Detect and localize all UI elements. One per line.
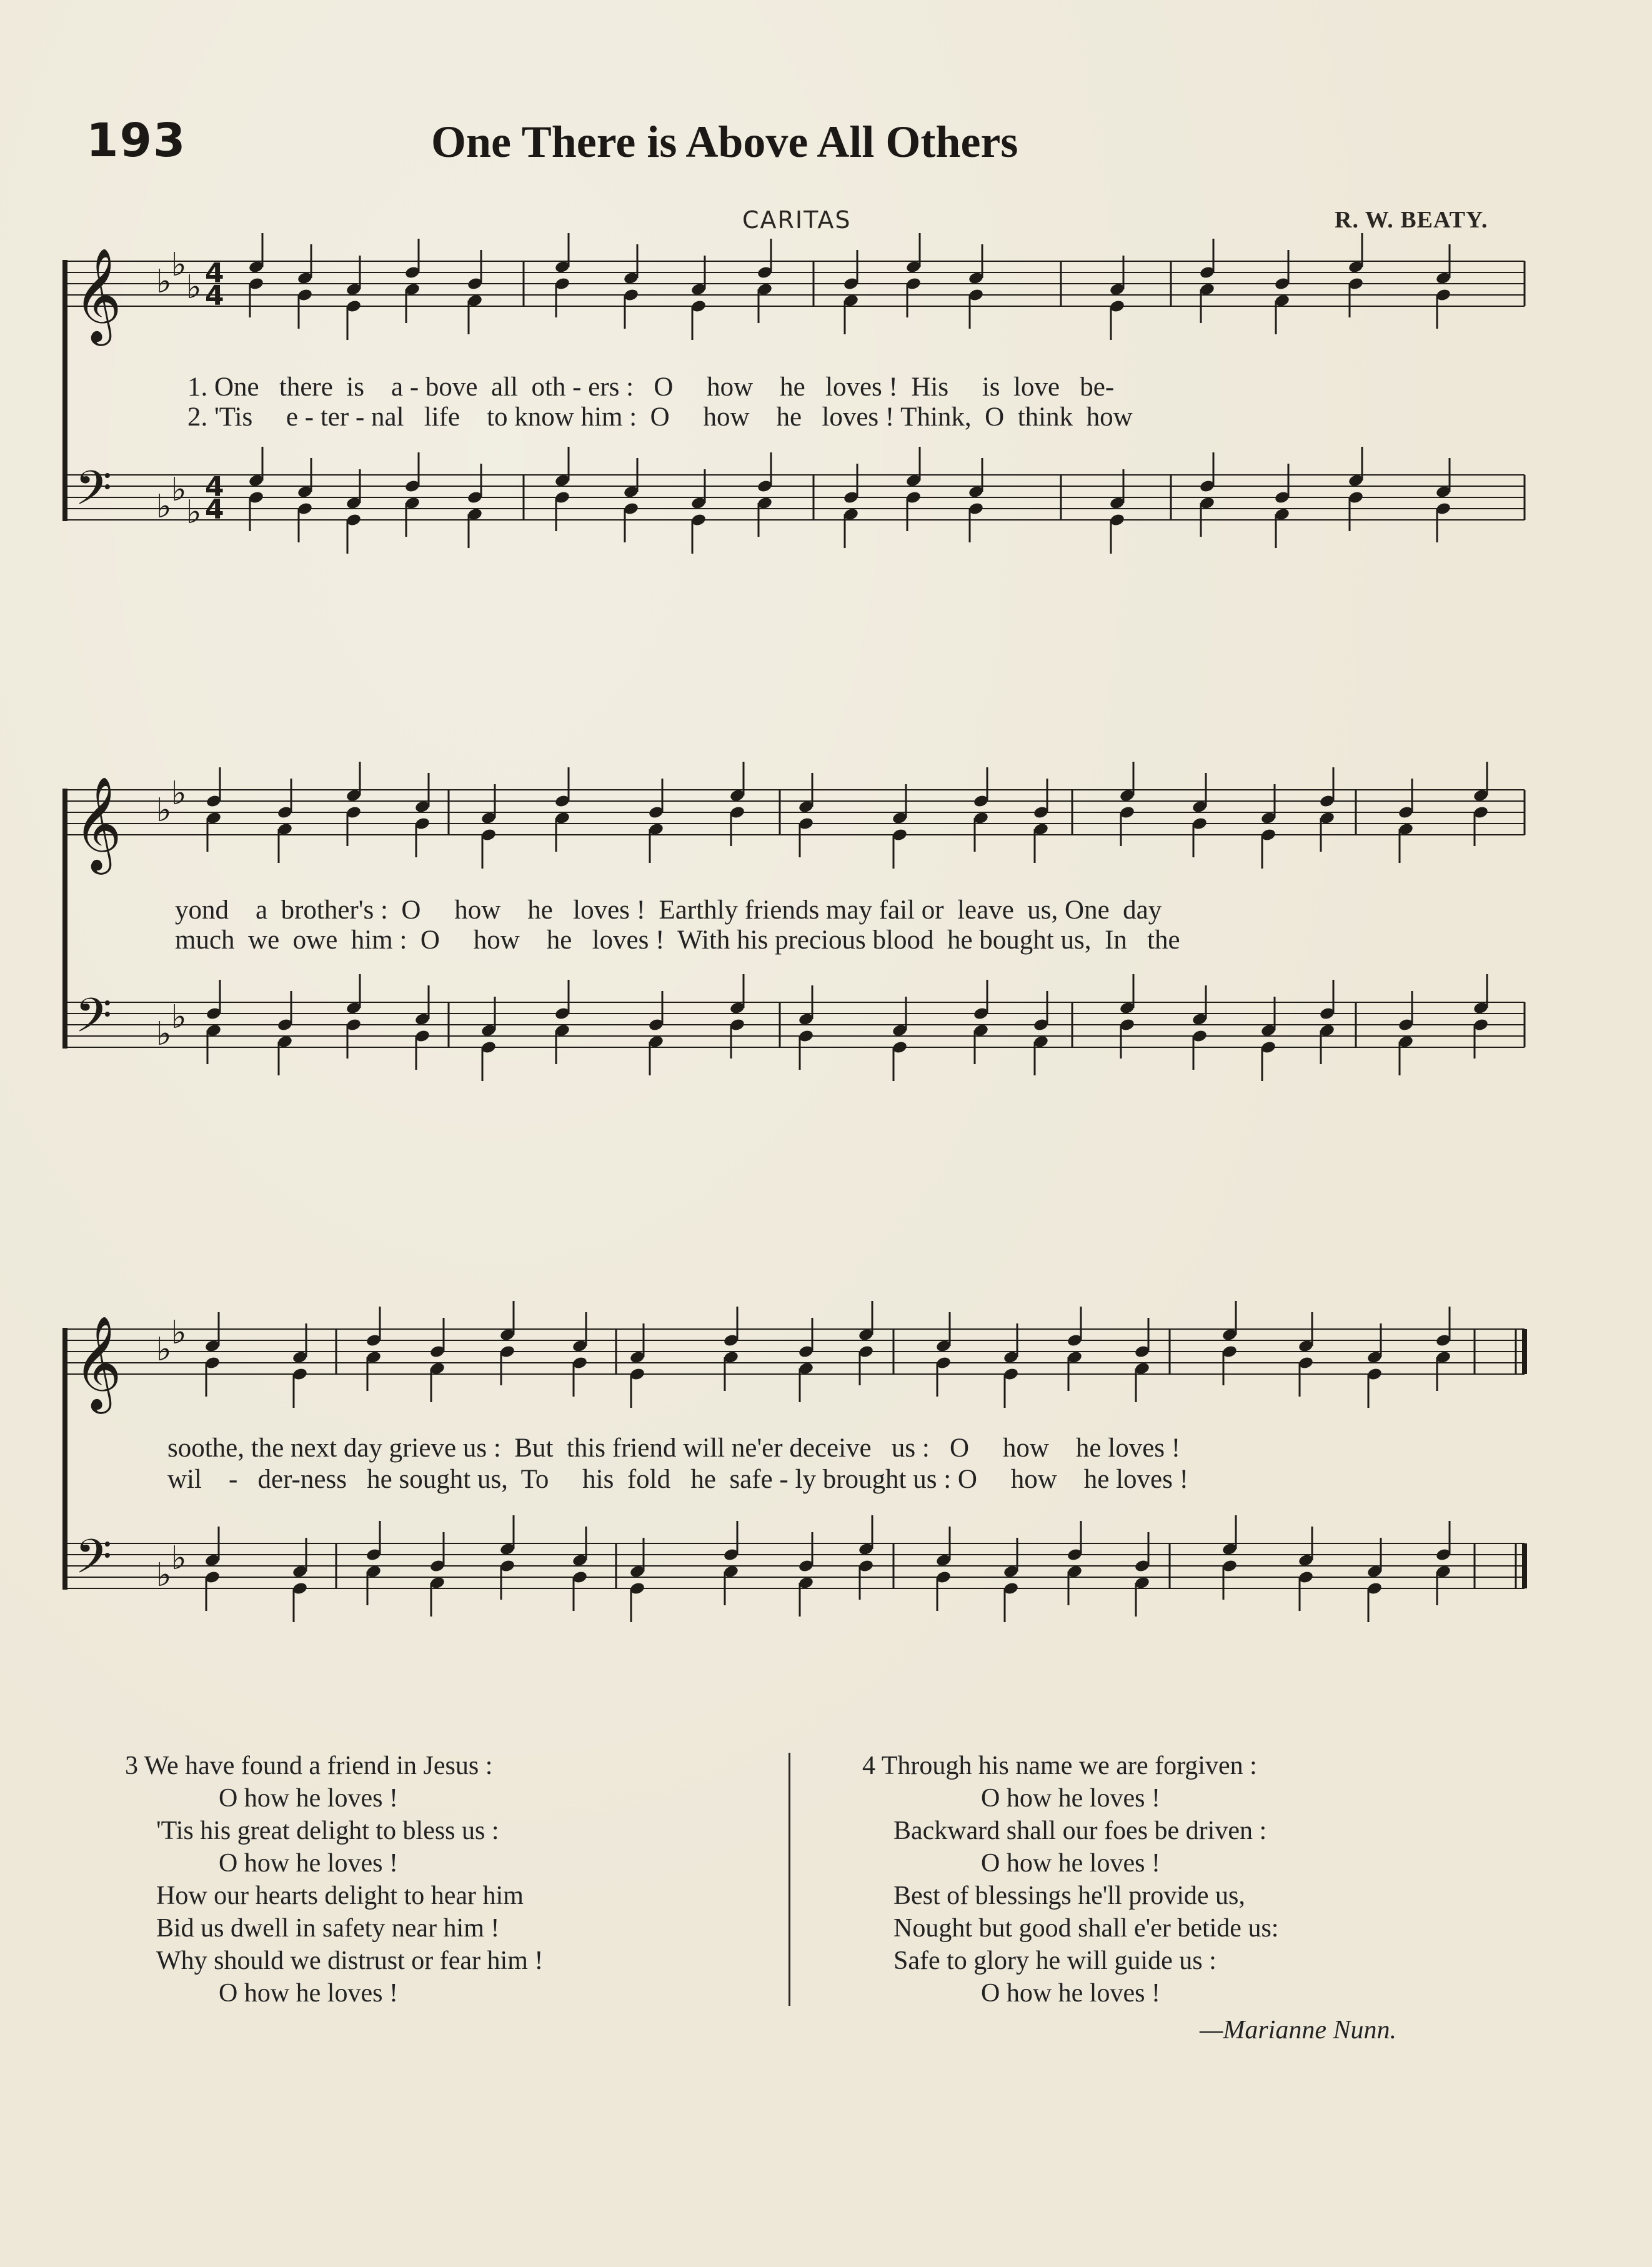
- flat-sign: ♭: [171, 1314, 187, 1352]
- lyrics-system-1-verse-2: 2. 'Tis e - ter - nal life to know him : O how he loves ! Think, O think how: [187, 402, 1133, 432]
- lyrics-system-2-verse-2: much we owe him : O how he loves ! With his precious blood he bought us, In the: [175, 925, 1180, 955]
- system-bracket: [62, 789, 67, 1049]
- stanza-divider: [789, 1753, 790, 2006]
- treble-clef: 𝄞: [74, 1315, 122, 1410]
- composer-name: R. W. BEATY.: [1335, 207, 1488, 233]
- stanza-line: Bid us dwell in safety near him !: [156, 1914, 500, 1943]
- flat-sign: ♭: [186, 269, 202, 306]
- bass-clef: 𝄢: [75, 1529, 112, 1596]
- stanza-4: [862, 1750, 1278, 2010]
- flat-sign: ♭: [171, 999, 187, 1036]
- stanza-line: O how he loves !: [219, 1784, 398, 1813]
- hymn-title: One There is Above All Others: [431, 117, 1018, 167]
- lyrics-system-1-verse-1: 1. One there is a - bove all oth - ers : O how he loves ! His is love be-: [187, 372, 1115, 402]
- stanza-line: Why should we distrust or fear him !: [156, 1946, 544, 1975]
- stanza-line: O how he loves !: [219, 1849, 398, 1878]
- stanza-line: 3 We have found a friend in Jesus :: [125, 1751, 493, 1780]
- flat-sign: ♭: [186, 494, 202, 531]
- stanza-line: O how he loves !: [219, 1979, 398, 2008]
- stanza-line: O how he loves !: [981, 1979, 1160, 2008]
- bass-clef: 𝄢: [75, 988, 112, 1055]
- flat-sign: ♭: [156, 488, 172, 526]
- flat-sign: ♭: [171, 775, 187, 812]
- stanza-line: 'Tis his great delight to bless us :: [156, 1816, 499, 1845]
- flat-sign: ♭: [171, 246, 187, 284]
- flat-sign: ♭: [156, 1557, 172, 1594]
- lyrics-system-3-verse-2: wil - der-ness he sought us, To his fold he safe - ly brought us : O how he loves !: [167, 1465, 1188, 1494]
- time-signature-digit: 4: [205, 280, 224, 312]
- lyricist-credit: —Marianne Nunn.: [1200, 2016, 1396, 2045]
- bass-clef: 𝄢: [75, 461, 112, 527]
- flat-sign: ♭: [171, 471, 187, 509]
- flat-sign: ♭: [156, 1015, 172, 1053]
- flat-sign: ♭: [156, 792, 172, 829]
- treble-clef: 𝄞: [74, 775, 122, 870]
- stanza-line: Safe to glory he will guide us :: [893, 1946, 1217, 1975]
- flat-sign: ♭: [156, 1331, 172, 1368]
- stanza-line: Best of blessings he'll provide us,: [893, 1881, 1245, 1910]
- stanza-line: Nought but good shall e'er betide us:: [893, 1914, 1279, 1943]
- lyrics-system-2-verse-1: yond a brother's : O how he loves ! Earthly friends may fail or leave us, One day: [175, 895, 1162, 925]
- system-bracket: [62, 260, 67, 521]
- stanza-line: Backward shall our foes be driven :: [893, 1816, 1267, 1845]
- time-signature-digit: 4: [205, 471, 224, 503]
- flat-sign: ♭: [156, 263, 172, 301]
- stanza-line: O how he loves !: [981, 1849, 1160, 1878]
- hymn-number: 193: [86, 114, 187, 167]
- time-signature-digit: 4: [205, 257, 224, 289]
- tune-name: CARITAS: [742, 206, 852, 234]
- time-signature-digit: 4: [205, 494, 224, 526]
- stanza-line: How our hearts delight to hear him: [156, 1881, 524, 1910]
- system-bracket: [62, 1328, 67, 1590]
- stanza-3: [125, 1750, 543, 2010]
- stanza-line: O how he loves !: [981, 1784, 1160, 1813]
- treble-clef: 𝄞: [74, 247, 122, 342]
- lyrics-system-3-verse-1: soothe, the next day grieve us : But this friend will ne'er deceive us : O how he loves !: [167, 1433, 1181, 1463]
- stanza-line: 4 Through his name we are forgiven :: [862, 1751, 1257, 1780]
- flat-sign: ♭: [171, 1540, 187, 1577]
